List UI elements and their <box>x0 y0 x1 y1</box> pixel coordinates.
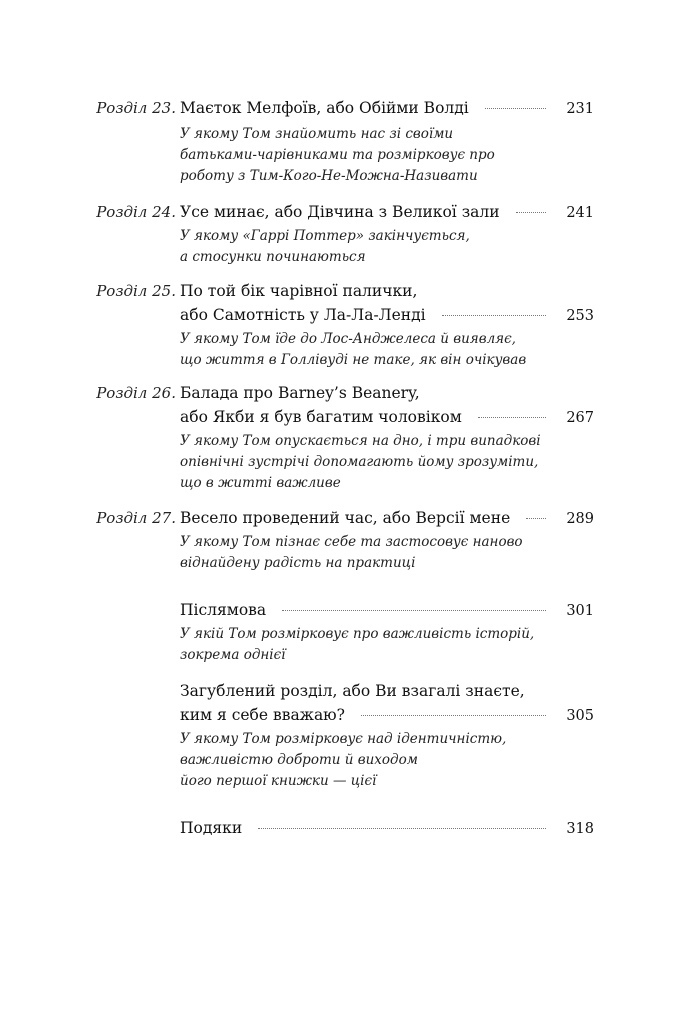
chapter-title: або Якби я був багатим чоловіком <box>180 408 462 426</box>
chapter-title: Усе минає, або Дівчина з Великої зали <box>180 203 500 221</box>
dot-leader <box>485 108 546 109</box>
chapter-title-line <box>180 200 594 225</box>
page-number: 241 <box>566 205 594 221</box>
chapter-title: Післямова <box>180 601 267 619</box>
dot-leader <box>258 828 546 829</box>
chapter-title: ким я себе вважаю? <box>180 706 345 724</box>
chapter-title-line <box>180 506 594 531</box>
page-number: 267 <box>566 410 594 426</box>
chapter-description: У якому Том їде до Лос-Анджелеса й виявляє, що життя в Голлівуді не таке, як він очікував <box>180 331 527 368</box>
chapter-title: Балада про Barney’s Beanery, <box>180 384 420 402</box>
chapter-label: Розділ 23. <box>96 99 176 117</box>
chapter-title-line <box>180 96 594 121</box>
chapter-description: У якому Том опускається на дно, і три випадкові опівнічні зустрічі допомагають йому зрозуміти, що в житті важливе <box>180 433 541 491</box>
page-number: 253 <box>566 308 594 324</box>
chapter-title-line <box>180 598 594 623</box>
chapter-title: або Самотність у Ла-Ла-Ленді <box>180 306 426 324</box>
chapter-title-line <box>180 303 594 328</box>
chapter-description: У якому Том пізнає себе та застосовує наново віднайдену радість на практиці <box>180 534 523 571</box>
chapter-title: Загублений розділ, або Ви взагалі знаєте, <box>180 682 525 700</box>
chapter-title-line <box>180 679 594 703</box>
dot-leader <box>282 610 546 611</box>
chapter-label: Розділ 27. <box>96 509 176 527</box>
page-number: 231 <box>566 101 594 117</box>
chapter-description: У якому Том знайомить нас зі своїми батьками-чарівниками та розмірковує про роботу з Тим-Кого-Не-Можна-Називати <box>180 126 495 184</box>
chapter-description: У якому «Гаррі Поттер» закінчується, а стосунки починаються <box>180 228 470 265</box>
chapter-title: Маєток Мелфоїв, або Обійми Волді <box>180 99 469 117</box>
dot-leader <box>526 518 546 519</box>
chapter-description: У якій Том розмірковує про важливість історій, зокрема однієї <box>180 626 535 663</box>
chapter-label: Розділ 26. <box>96 384 176 402</box>
chapter-label: Розділ 25. <box>96 282 176 300</box>
chapter-title-line <box>180 279 594 303</box>
chapter-title-line <box>180 405 594 430</box>
chapter-title: По той бік чарівної палички, <box>180 282 418 300</box>
chapter-label: Розділ 24. <box>96 203 176 221</box>
dot-leader <box>361 715 546 716</box>
chapter-description: У якому Том розмірковує над ідентичністю, важливістю доброти й виходом його першої книжки — цієї <box>180 731 507 789</box>
page-number: 301 <box>566 603 594 619</box>
chapter-title-line <box>180 816 594 841</box>
chapter-title: Весело проведений час, або Версії мене <box>180 509 511 527</box>
chapter-title-line <box>180 703 594 728</box>
page-number: 305 <box>566 708 594 724</box>
dot-leader <box>442 315 546 316</box>
dot-leader <box>516 212 546 213</box>
page-number: 318 <box>566 821 594 837</box>
page-number: 289 <box>566 511 594 527</box>
dot-leader <box>478 417 546 418</box>
chapter-title-line <box>180 381 594 405</box>
chapter-title: Подяки <box>180 819 243 837</box>
